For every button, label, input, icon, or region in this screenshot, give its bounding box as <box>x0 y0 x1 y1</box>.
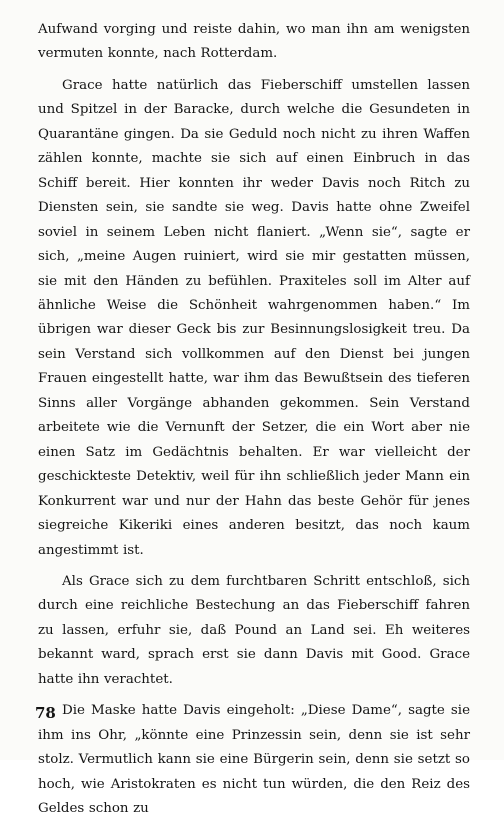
paragraph-2: Grace hatte natürlich das Fieberschiff umstellen lassen und Spitzel in der Baracke, durch welche die Gesundeten in Quarantäne gingen. Da sie Geduld noch nicht zu ihren Waffen zählen konnte, machte sie sich auf einen Einbruch in das Schiff bereit. Hier konnten ihr weder Davis noch Ritch zu Diensten sein, sie sandte sie weg. Davis hatte ohne Zweifel soviel in seinem Leben nicht flaniert. „Wenn sie“, sagte er sich, „meine Augen ruiniert, wird sie mir gestatten müssen, sie mit den Händen zu befühlen. Praxiteles soll im Alter auf ähnliche Weise die Schönheit wahrgenommen haben.“ Im übrigen war dieser Geck bis zur Besinnungslosigkeit treu. Da sein Verstand sich vollkommen auf den Dienst bei jungen Frauen eingestellt hatte, war ihm das Bewußtsein des tieferen Sinns aller Vorgänge abhanden gekommen. Sein Verstand arbeitete wie die Vernunft der Setzer, die ein Wort aber nie einen Satz im Gedächtnis behalten. Er war vielleicht der geschickteste Detektiv, weil für ihn schließlich jeder Mann ein Konkurrent war und nur der Hahn das beste Gehör für jenes siegreiche Kikeriki eines anderen besitzt, das noch kaum angestimmt ist. <box>38 77 470 558</box>
page-number: 78 <box>35 704 56 722</box>
body-text <box>38 18 470 829</box>
paragraph-3: Als Grace sich zu dem furchtbaren Schritt entschloß, sich durch eine reichliche Bestechung an das Fieberschiff fahren zu lassen, erfuhr sie, daß Pound an Land sei. Eh weiteres bekannt ward, sprach erst sie dann Davis mit Good. Grace hatte ihn verachtet. <box>38 573 470 687</box>
paragraph-4: Die Maske hatte Davis eingeholt: „Diese Dame“, sagte sie ihm ins Ohr, „könnte eine Prinzessin sein, denn sie ist sehr stolz. Vermutlich kann sie eine Bürgerin sein, denn sie setzt so hoch, wie Aristokraten es nicht tun würden, die den Reiz des Geldes schon zu <box>38 703 470 817</box>
paragraph-1: Aufwand vorging und reiste dahin, wo man ihn am wenigsten vermuten konnte, nach Rotterdam. <box>38 22 470 62</box>
